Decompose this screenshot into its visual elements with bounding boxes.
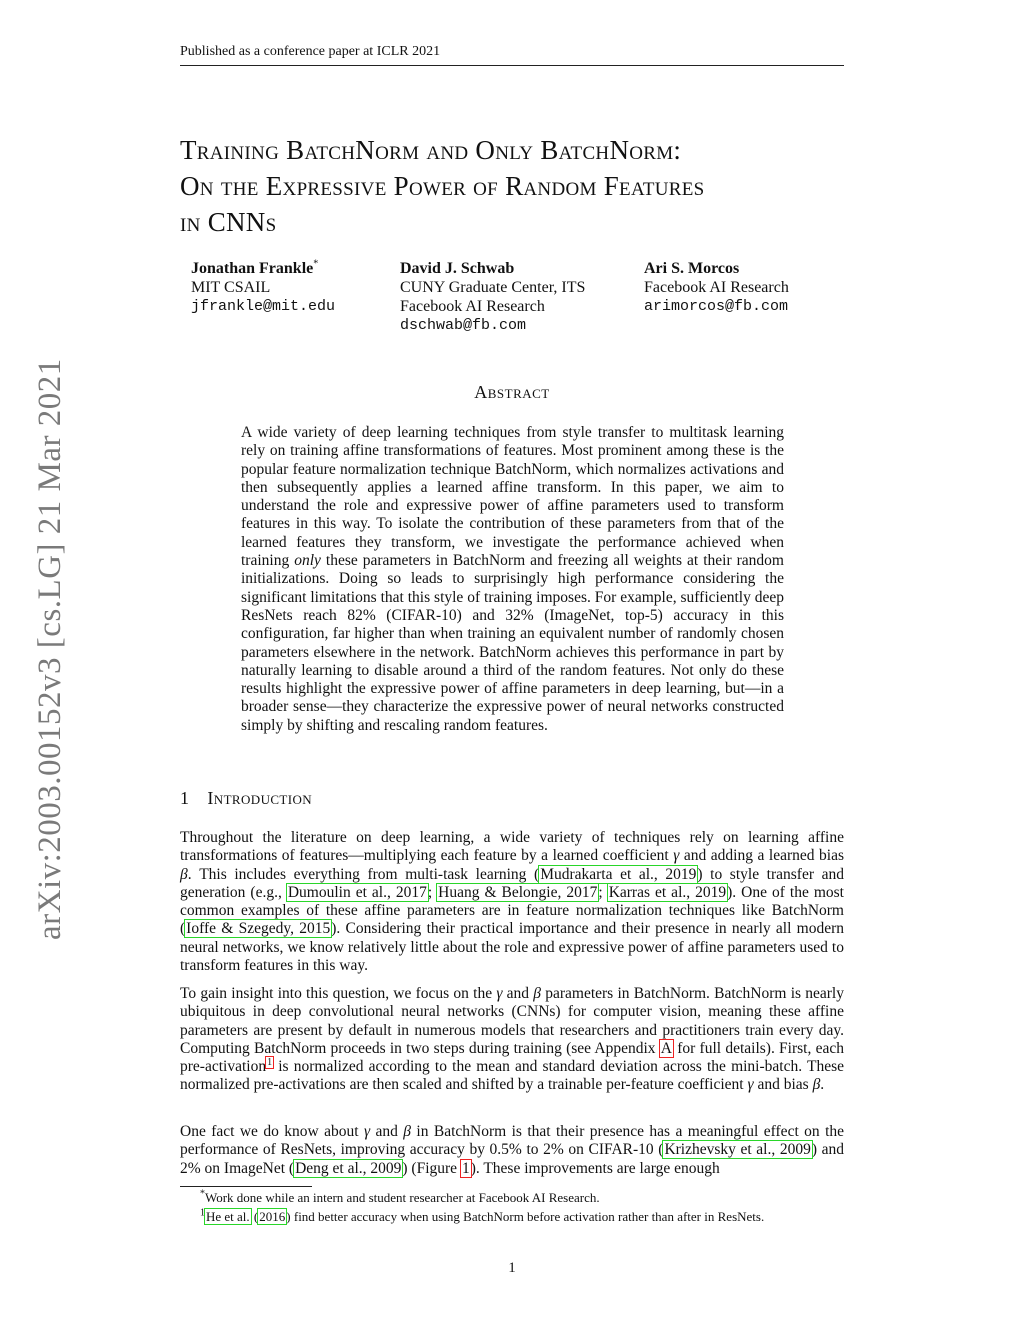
citation-link[interactable]: Krizhevsky et al., 2009 xyxy=(664,1141,811,1159)
footnote-1: $^1$He et al. (2016) find better accuracy when using BatchNorm before activation rather than after in ResNets. xyxy=(200,1207,765,1224)
author-email[interactable]: dschwab@fb.com xyxy=(400,317,527,334)
author-email[interactable]: jfrankle@mit.edu xyxy=(191,298,336,315)
author-name: Ari S. Morcos xyxy=(644,260,740,277)
citation-link[interactable]: Karras et al., 2019 xyxy=(608,883,727,901)
citation-link[interactable]: Deng et al., 2009 xyxy=(295,1159,402,1177)
intro-paragraph-2: To gain insight into this question, we focus on the γ and β parameters in BatchNorm. BatchNorm is nearly ubiquitous in deep convolutional neural networks (CNNs) for computer vision, meaning these affine parameters are present by default in numerous models that researchers and practitioners train every day. Computing BatchNorm proceeds in two steps during training (see Appendix A for full details). First, each pre-activation$^1$ is normalized according to the mean and standard deviation across the mini-batch. These normalized pre-activations are then scaled and shifted by a trainable per-feature coefficient γ and bias β. xyxy=(180,985,844,1094)
title-line-2: On the Expressive Power of Random Features xyxy=(180,171,705,201)
author-block-2 xyxy=(400,259,630,335)
footnote-text: Work done while an intern and student researcher at Facebook AI Research. xyxy=(205,1190,600,1205)
author-block-1 xyxy=(191,259,391,316)
abstract-body xyxy=(241,424,784,735)
footnote-text: find better accuracy when using BatchNorm before activation rather than after in ResNets. xyxy=(290,1209,765,1224)
arxiv-stamp: arXiv:2003.00152v3 [cs.LG] 21 Mar 2021 xyxy=(32,358,68,940)
abstract-emphasis: only xyxy=(294,552,321,570)
abstract-text: these parameters in BatchNorm and freezing all weights at their random initializations. Doing so leads to surprisingly high performance considering the significant limitations that this style of training imposes. For example, sufficiently deep ResNets reach 82% (CIFAR-10) and 32% (ImageNet, top-5) accuracy in this configuration, far higher than when training an equivalent number of randomly chosen parameters elsewhere in the network. BatchNorm achieves this performance in part by naturally learning to disable around a third of the random features. Not only do these results highlight the expressive power of affine parameters in deep learning, but—in a broader sense—they characterize the expressive power of neural networks constructed simply by shifting and rescaling random features. xyxy=(241,552,784,734)
section-heading xyxy=(180,788,312,809)
abstract-text: A wide variety of deep learning techniques from style transfer to multitask learning rely on training affine transformations of features. Most prominent among these is the popular feature normalization technique BatchNorm, which normalizes activations and then subsequently applies a learned affine transform. In this paper, we aim to understand the role and expressive power of affine parameters used to transform features in this way. To isolate the contribution of these parameters from that of the learned features they transform, we investigate the performance achieved when training xyxy=(241,424,784,570)
footnote-rule xyxy=(180,1186,312,1187)
citation-link[interactable]: Huang & Belongie, 2017 xyxy=(438,883,598,901)
appendix-link[interactable]: A xyxy=(660,1039,672,1057)
intro-paragraph-3: One fact we do know about γ and β in BatchNorm is that their presence has a meaningful effect on the performance of ResNets, improving accuracy by 0.5% to 2% on CIFAR-10 (Krizhevsky et al., 2009) and 2% on ImageNet (Deng et al., 2009) (Figure 1). These improvements are large enough xyxy=(180,1123,844,1177)
paper-title xyxy=(180,132,880,240)
footnote-star xyxy=(180,1190,844,1206)
author-name: Jonathan Frankle xyxy=(191,260,314,277)
intro-paragraph-1: Throughout the literature on deep learning, a wide variety of techniques rely on learning affine transformations of features—multiplying each feature by a learned coefficient γ and adding a learned bias β. This includes everything from multi-task learning (Mudrakarta et al., 2019) to style transfer and generation (e.g., Dumoulin et al., 2017; Huang & Belongie, 2017; Karras et al., 2019). One of the most common examples of these affine parameters are in feature normalization techniques like BatchNorm (Ioffe & Szegedy, 2015). Considering their practical importance and their presence in nearly all modern neural networks, we know relatively little about the role and expressive power of affine parameters used to transform features in this way. xyxy=(180,829,844,975)
footnote-mark: 1 xyxy=(200,1207,205,1219)
author-affiliation: Facebook AI Research xyxy=(400,298,545,315)
citation-link[interactable]: He et al. xyxy=(206,1209,250,1224)
author-affiliation: Facebook AI Research xyxy=(644,279,789,296)
author-block-3 xyxy=(644,259,844,316)
author-name: David J. Schwab xyxy=(400,260,515,277)
title-line-3: in CNNs xyxy=(180,207,277,237)
figure-link[interactable]: 1 xyxy=(461,1159,470,1177)
author-affiliation: CUNY Graduate Center, ITS xyxy=(400,279,586,296)
title-line-1: Training BatchNorm and Only BatchNorm: xyxy=(180,135,682,165)
author-email[interactable]: arimorcos@fb.com xyxy=(644,298,789,315)
section-title: Introduction xyxy=(207,788,313,808)
citation-link[interactable]: Mudrakarta et al., 2019 xyxy=(540,865,697,883)
citation-link[interactable]: Dumoulin et al., 2017 xyxy=(287,883,427,901)
abstract-heading: Abstract xyxy=(474,382,550,402)
author-affiliation: MIT CSAIL xyxy=(191,279,271,296)
section-number: 1 xyxy=(180,788,190,808)
citation-link[interactable]: 2016 xyxy=(259,1209,286,1224)
author-footnote-mark: * xyxy=(313,258,319,270)
footnote-mark: * xyxy=(200,1188,205,1200)
running-header: Published as a conference paper at ICLR 2021 xyxy=(180,44,441,59)
footnote-link[interactable]: 1 xyxy=(267,1057,273,1069)
citation-link[interactable]: Ioffe & Szegedy, 2015 xyxy=(186,920,331,938)
header-rule xyxy=(180,65,844,66)
page-number: 1 xyxy=(508,1260,516,1276)
